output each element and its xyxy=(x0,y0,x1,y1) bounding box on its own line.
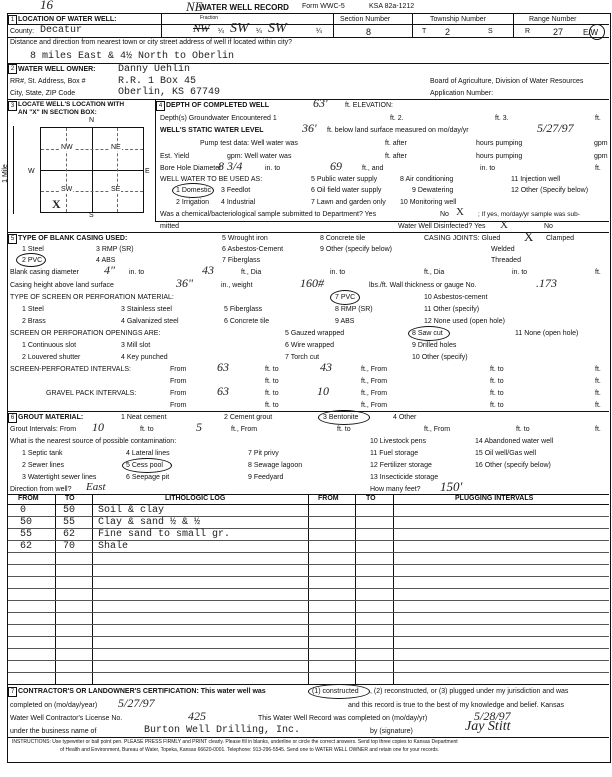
grout-1[interactable]: 1 Neat cement xyxy=(121,414,167,421)
perf-ft-to-4: ft. to xyxy=(490,378,504,385)
use-6[interactable]: 6 Oil field water supply xyxy=(311,187,382,194)
city-label: City, State, ZIP Code xyxy=(10,90,76,97)
contam-2[interactable]: 2 Sewer lines xyxy=(22,462,65,469)
perf-from-2: From xyxy=(170,378,187,385)
record-date: 5/28/97 xyxy=(474,709,511,723)
opening-4[interactable]: 4 Key punched xyxy=(121,354,168,361)
address-label: RR#, St. Address, Box # xyxy=(10,78,86,85)
board-label: Board of Agriculture, Division of Water Resources xyxy=(430,78,584,85)
openings-label: SCREEN OR PERFORATION OPENINGS ARE: xyxy=(10,330,161,337)
gravel-ft-2: ft. xyxy=(595,402,601,409)
screen-6[interactable]: 6 Concrete tile xyxy=(224,318,270,325)
business-label: under the business name of xyxy=(10,728,97,735)
opening-9[interactable]: 9 Drilled holes xyxy=(412,342,457,349)
chem-label: Was a chemical/bacteriological sample submitted to Department? Yes xyxy=(160,211,377,218)
bore-label: Bore Hole Diameter xyxy=(160,165,222,172)
contam-1[interactable]: 1 Septic tank xyxy=(22,450,63,457)
location-x-mark: X xyxy=(52,197,61,211)
est-after: ft. after xyxy=(385,153,407,160)
log-row-1-to: 50 xyxy=(63,505,76,516)
opening-8-circle xyxy=(408,326,450,341)
fraction-q2: SW xyxy=(230,21,249,36)
owner-label: WATER WELL OWNER: xyxy=(18,66,96,73)
howmany-label: How many feet? xyxy=(370,486,421,493)
joints-clamped: Clamped xyxy=(546,235,575,242)
use-2[interactable]: 2 Irrigation xyxy=(176,199,210,206)
screen-1[interactable]: 1 Steel xyxy=(22,306,44,313)
est-yield-rest: gpm: Well water was xyxy=(227,153,292,160)
pump-after: ft. after xyxy=(385,140,407,147)
instructions-line-1: INSTRUCTIONS: Use typewriter or ball point pen. PLEASE PRESS FIRMLY and PRINT clearly. Please fill in blanks, underline or circle the correct answers. Send top three copies to Kansas Department xyxy=(12,739,458,745)
opening-7[interactable]: 7 Torch cut xyxy=(285,354,320,361)
section-number-label: Section Number xyxy=(340,16,391,23)
static-level-rest: ft. below land surface measured on mo/day/yr xyxy=(327,127,469,134)
joints-welded: Welded xyxy=(491,246,515,253)
casing-6[interactable]: 6 Asbestos-Cement xyxy=(222,246,284,253)
opening-11[interactable]: 11 None (open hole) xyxy=(515,330,579,337)
fraction-q3: SW xyxy=(268,21,287,36)
perf-from-value: 63 xyxy=(217,360,229,374)
mile-label: 1 Mile xyxy=(1,164,9,183)
contam-4[interactable]: 4 Lateral lines xyxy=(126,450,170,457)
bore-ft: ft. xyxy=(595,165,601,172)
overwrite-mark: NE xyxy=(186,0,203,14)
cert-text-b: , (2) reconstructed, or (3) plugged under my jurisdiction and was xyxy=(370,688,569,695)
mitted-label: mitted xyxy=(160,223,180,230)
joints-x: X xyxy=(524,229,534,244)
range-number-label: Range Number xyxy=(529,16,577,23)
contam-5-circle xyxy=(122,458,172,473)
gravel-from-value: 63 xyxy=(217,384,229,398)
log-row-3-desc: Fine sand to small gr. xyxy=(98,529,231,540)
screen-9[interactable]: 9 ABS xyxy=(335,318,355,325)
completed-value: 5/27/97 xyxy=(118,696,155,710)
bore-in-to: in. to xyxy=(265,165,281,172)
grout-3-circle xyxy=(318,410,370,425)
bore-in-to-2: in. to xyxy=(480,165,496,172)
license-value: 425 xyxy=(188,709,206,723)
distance-value: 8 miles East & 4½ North to Oberlin xyxy=(30,51,235,62)
business-value: Burton Well Drilling, Inc. xyxy=(144,725,301,736)
log-from-header: FROM xyxy=(18,495,39,502)
groundwater-ft: ft. xyxy=(595,115,601,122)
gauge-value: .173 xyxy=(536,276,557,290)
contam-10[interactable]: 10 Livestock pens xyxy=(370,438,427,445)
quadrant-nw: NW xyxy=(61,144,73,151)
contam-8[interactable]: 8 Sewage lagoon xyxy=(248,462,303,469)
perf-ft-from-2: ft., From xyxy=(361,378,388,385)
use-7[interactable]: 7 Lawn and garden only xyxy=(311,199,386,206)
grout-2[interactable]: 2 Cement grout xyxy=(224,414,273,421)
screen-12[interactable]: 12 None used (open hole) xyxy=(424,318,505,325)
depth-value: 63' xyxy=(313,96,328,110)
log-row-2-to: 55 xyxy=(63,517,76,528)
contam-12[interactable]: 12 Fertilizer storage xyxy=(370,462,432,469)
plug-from-header: FROM xyxy=(318,495,339,502)
application-label: Application Number: xyxy=(430,90,494,97)
range-value: 27 xyxy=(553,27,564,37)
perf-ft-2: ft. xyxy=(595,378,601,385)
opening-6[interactable]: 6 Wire wrapped xyxy=(285,342,335,349)
township-number-label: Township Number xyxy=(430,16,487,23)
gravel-ft-to-4: ft. to xyxy=(490,402,504,409)
bore-ft-and: ft., and xyxy=(362,165,384,172)
perf-ft-to-1: ft. to xyxy=(265,366,279,373)
fraction-q1: NW xyxy=(193,23,210,35)
section-1-number: 1 xyxy=(8,15,17,25)
contam-13[interactable]: 13 Insecticide storage xyxy=(370,474,439,481)
est-yield-label: Est. Yield xyxy=(160,153,190,160)
city-value: Oberlin, KS 67749 xyxy=(118,87,221,98)
locate-label-2: AN "X" IN SECTION BOX: xyxy=(18,109,97,116)
grout-label: GROUT MATERIAL: xyxy=(18,414,84,421)
county-label: County: xyxy=(10,28,35,35)
screen-7-circle xyxy=(330,290,360,305)
corner-mark: 16 xyxy=(40,0,53,12)
cert-text-a: CONTRACTOR'S OR LANDOWNER'S CERTIFICATION: This water well was xyxy=(18,688,266,695)
casing-8[interactable]: 8 Concrete tile xyxy=(320,235,366,242)
joints-threaded: Threaded xyxy=(491,257,521,264)
plug-intervals-header: PLUGGING INTERVALS xyxy=(455,495,534,502)
pump-gpm: gpm xyxy=(594,140,608,147)
log-litho-header: LITHOLOGIC LOG xyxy=(165,495,226,502)
address-value: R.R. 1 Box 45 xyxy=(118,76,197,87)
compass-e: E xyxy=(145,168,150,175)
use-3[interactable]: 3 Feedlot xyxy=(221,187,251,194)
county-value: Decatur xyxy=(40,25,83,36)
screen-7[interactable]: 7 PVC xyxy=(335,294,356,301)
grout-ft: ft. xyxy=(595,426,601,433)
pump-hours: hours pumping xyxy=(476,140,523,147)
casing-5[interactable]: 5 Wrought iron xyxy=(222,235,268,242)
contam-11[interactable]: 11 Fuel storage xyxy=(370,450,419,457)
gravel-ft-from-1: ft., From xyxy=(361,390,388,397)
perf-ft-from-1: ft., From xyxy=(361,366,388,373)
casing-label: TYPE OF BLANK CASING USED: xyxy=(18,235,128,242)
blank-ft: ft. xyxy=(595,269,601,276)
location-label: LOCATION OF WATER WELL: xyxy=(18,16,117,23)
locate-label-1: LOCATE WELL'S LOCATION WITH xyxy=(18,101,125,108)
township-value: 2 xyxy=(445,27,451,37)
opening-10[interactable]: 10 Other (specify) xyxy=(412,354,468,361)
est-gpm: gpm xyxy=(594,153,608,160)
height-label: Casing height above land surface xyxy=(10,282,114,289)
record-label: This Water Well Record was completed on (mo/day/yr) xyxy=(258,715,428,722)
casing-2[interactable]: 2 PVC xyxy=(22,257,43,264)
screen-2[interactable]: 2 Brass xyxy=(22,318,46,325)
range-ew: E/W xyxy=(583,28,599,37)
form-number: Form WWC-5 xyxy=(302,3,345,10)
signature-label: by (signature) xyxy=(370,728,413,735)
casing-7[interactable]: 7 Fiberglass xyxy=(222,257,261,264)
use-5[interactable]: 5 Public water supply xyxy=(311,176,378,183)
plug-to-header: TO xyxy=(366,495,376,502)
section-6-number: 6 xyxy=(8,413,17,423)
casing-4[interactable]: 4 ABS xyxy=(96,257,116,264)
direction-label: Direction from well? xyxy=(10,486,72,493)
bore-value: 8 3/4 xyxy=(218,159,243,173)
perf-to-value: 43 xyxy=(320,360,332,374)
township-s: S xyxy=(488,28,493,35)
casing-3[interactable]: 3 RMP (SR) xyxy=(96,246,134,253)
log-row-1-from: 0 xyxy=(20,505,27,516)
use-1[interactable]: 1 Domestic xyxy=(176,187,212,194)
grout-ft-to-1: ft. to xyxy=(140,426,154,433)
opening-1[interactable]: 1 Continuous slot xyxy=(22,342,77,349)
opening-5[interactable]: 5 Gauzed wrapped xyxy=(285,330,345,337)
owner-value: Danny Uehlin xyxy=(118,64,191,75)
compass-n: N xyxy=(89,117,95,124)
log-row-4-from: 62 xyxy=(20,541,33,552)
quadrant-se: SE xyxy=(111,186,121,193)
grout-3[interactable]: 3 Bentonite xyxy=(323,414,359,421)
blank-in-to-2: in. to xyxy=(330,269,346,276)
grout-to-value: 5 xyxy=(196,420,202,434)
groundwater-label: Depth(s) Groundwater Encountered 1 xyxy=(160,115,277,122)
section-5-number: 5 xyxy=(8,234,17,244)
ksa-number: KSA 82a-1212 xyxy=(369,3,415,10)
opening-8[interactable]: 8 Saw cut xyxy=(412,330,443,337)
quarter-3: ¼ xyxy=(316,28,322,35)
bore-to-value: 69 xyxy=(330,159,342,173)
grout-ft-to-3: ft. to xyxy=(516,426,530,433)
gravel-ft-1: ft. xyxy=(595,390,601,397)
disinfect-x: X xyxy=(500,219,508,231)
depth-label: DEPTH OF COMPLETED WELL xyxy=(166,102,270,109)
completed-label: completed on (mo/day/year) xyxy=(10,702,98,709)
section-2-number: 2 xyxy=(8,64,17,74)
contam-9[interactable]: 9 Feedyard xyxy=(248,474,284,481)
grout-intervals-label: Grout Intervals: From xyxy=(10,426,77,433)
screen-5[interactable]: 5 Fiberglass xyxy=(224,306,263,313)
contam-7[interactable]: 7 Pit privy xyxy=(248,450,279,457)
distance-label: Distance and direction from nearest town or city street address of well if located within city? xyxy=(10,39,293,46)
log-row-2-from: 50 xyxy=(20,517,33,528)
form-title: WATER WELL RECORD xyxy=(199,3,289,12)
range-r: R xyxy=(525,28,531,35)
est-hours: hours pumping xyxy=(476,153,523,160)
perf-from-1: From xyxy=(170,366,187,373)
disinfect-no: No xyxy=(544,223,553,230)
fraction-label: Fraction xyxy=(200,15,219,21)
blank-in-to: in. to xyxy=(129,269,145,276)
township-t: T xyxy=(422,28,427,35)
casing-9[interactable]: 9 Other (specify below) xyxy=(320,246,392,253)
contam-3[interactable]: 3 Watertight sewer lines xyxy=(22,474,97,481)
cert-opt-1-circle xyxy=(308,684,370,699)
groundwater-3: ft. 3. xyxy=(495,115,509,122)
groundwater-2: ft. 2. xyxy=(390,115,404,122)
perf-ft-1: ft. xyxy=(595,366,601,373)
use-11[interactable]: 11 Injection well xyxy=(511,176,561,183)
blank-dia-label: Blank casing diameter xyxy=(10,269,79,276)
pump-test-label: Pump test data: Well water was xyxy=(200,140,298,147)
screen-label: TYPE OF SCREEN OR PERFORATION MATERIAL: xyxy=(10,294,174,301)
gravel-from-1: From xyxy=(170,390,187,397)
screen-10[interactable]: 10 Asbestos-cement xyxy=(424,294,488,301)
contam-14[interactable]: 14 Abandoned water well xyxy=(475,438,554,445)
compass-w: W xyxy=(28,168,35,175)
grout-ft-from-2: ft., From xyxy=(424,426,451,433)
static-level-value: 36' xyxy=(302,121,317,135)
compass-s: S xyxy=(89,212,94,219)
quadrant-sw: SW xyxy=(61,186,73,193)
log-row-3-from: 55 xyxy=(20,529,33,540)
casing-2-circle xyxy=(16,253,46,267)
static-level-label: WELL'S STATIC WATER LEVEL xyxy=(160,127,264,134)
disinfect-label: Water Well Disinfected? Yes xyxy=(398,223,486,230)
log-row-1-desc: Soil & clay xyxy=(98,505,165,516)
contam-6[interactable]: 6 Seepage pit xyxy=(126,474,170,481)
gravel-ft-from-2: ft., From xyxy=(361,402,388,409)
gravel-ft-to-1: ft. to xyxy=(265,390,279,397)
joints-label: CASING JOINTS: Glued xyxy=(424,235,501,242)
signature-value: Jay Stitt xyxy=(465,719,511,734)
use-9[interactable]: 9 Dewatering xyxy=(412,187,454,194)
perf-ft-to-3: ft. to xyxy=(265,378,279,385)
use-12[interactable]: 12 Other (Specify below) xyxy=(511,187,589,194)
use-10[interactable]: 10 Monitoring well xyxy=(400,199,457,206)
cert-opt-1[interactable]: (1) constructed xyxy=(312,688,359,695)
gravel-to-value: 10 xyxy=(317,384,329,398)
gravel-ft-to-3: ft. to xyxy=(265,402,279,409)
contam-16[interactable]: 16 Other (specify below) xyxy=(475,462,551,469)
height-value: 36" xyxy=(176,276,194,290)
chem-no: No xyxy=(440,211,449,218)
chem-rest: ; If yes, mo/day/yr sample was sub- xyxy=(478,211,580,218)
instructions-line-2: of Health and Environment, Bureau of Water, Topeka, Kansas 66620-0001. Telephone: 913-296-5545. Send one to WATER WELL OWNER and retain one for your records. xyxy=(60,747,440,753)
elevation-label: ft. ELEVATION: xyxy=(345,102,393,109)
section-3-number: 3 xyxy=(8,101,17,111)
screen-4[interactable]: 4 Galvanized steel xyxy=(121,318,179,325)
quarter-2: ¼ xyxy=(256,28,262,35)
log-row-4-to: 70 xyxy=(63,541,76,552)
chem-x: X xyxy=(456,206,464,218)
log-row-3-to: 62 xyxy=(63,529,76,540)
section-4-number: 4 xyxy=(156,101,165,111)
grout-4[interactable]: 4 Other xyxy=(393,414,417,421)
use-1-circle xyxy=(172,183,214,198)
blank-to-value: 43 xyxy=(202,263,214,277)
contam-15[interactable]: 15 Oil well/Gas well xyxy=(475,450,537,457)
section-7-number: 7 xyxy=(8,687,17,697)
contam-5[interactable]: 5 Cess pool xyxy=(126,462,163,469)
true-text: and this record is true to the best of my knowledge and belief. Kansas xyxy=(348,702,564,709)
perf-label: SCREEN-PERFORATED INTERVALS: xyxy=(10,366,131,373)
screen-3[interactable]: 3 Stainless steel xyxy=(121,306,172,313)
grout-ft-from-1: ft., From xyxy=(231,426,258,433)
log-row-4-desc: Shale xyxy=(98,541,129,552)
use-8[interactable]: 8 Air conditioning xyxy=(400,176,454,183)
screen-8[interactable]: 8 RMP (SR) xyxy=(335,306,373,313)
quadrant-ne: NE xyxy=(111,144,121,151)
blank-ft-dia: ft., Dia xyxy=(241,269,262,276)
section-value: 8 xyxy=(366,27,372,37)
opening-2[interactable]: 2 Louvered shutter xyxy=(22,354,81,361)
log-to-header: TO xyxy=(65,495,75,502)
static-level-date: 5/27/97 xyxy=(537,121,574,135)
direction-value: East xyxy=(86,481,106,493)
blank-ft-dia-2: ft., Dia xyxy=(424,269,445,276)
blank-dia-value: 4" xyxy=(104,263,116,277)
weight-value: 160# xyxy=(300,276,324,290)
log-row-2-desc: Clay & sand ½ & ½ xyxy=(98,517,201,528)
screen-11[interactable]: 11 Other (specify) xyxy=(424,306,480,313)
gravel-from-2: From xyxy=(170,402,187,409)
opening-3[interactable]: 3 Mill slot xyxy=(121,342,151,349)
blank-in-to-3: in. to xyxy=(512,269,528,276)
use-4[interactable]: 4 Industrial xyxy=(221,199,256,206)
grout-ft-to-2: ft. to xyxy=(337,426,351,433)
gravel-ft-to-2: ft. to xyxy=(490,390,504,397)
gravel-label: GRAVEL PACK INTERVALS: xyxy=(46,390,137,397)
use-label: WELL WATER TO BE USED AS: xyxy=(160,176,263,183)
casing-1[interactable]: 1 Steel xyxy=(22,246,44,253)
quarter-1: ¼ xyxy=(218,28,224,35)
contam-label: What is the nearest source of possible contamination: xyxy=(10,438,177,445)
license-label: Water Well Contractor's License No. xyxy=(10,715,123,722)
grout-from-value: 10 xyxy=(92,420,104,434)
perf-ft-to-2: ft. to xyxy=(490,366,504,373)
weight-lbs: lbs./ft. Wall thickness or gauge No. xyxy=(369,282,477,289)
height-rest: in., weight xyxy=(221,282,253,289)
howmany-value: 150' xyxy=(440,479,463,494)
